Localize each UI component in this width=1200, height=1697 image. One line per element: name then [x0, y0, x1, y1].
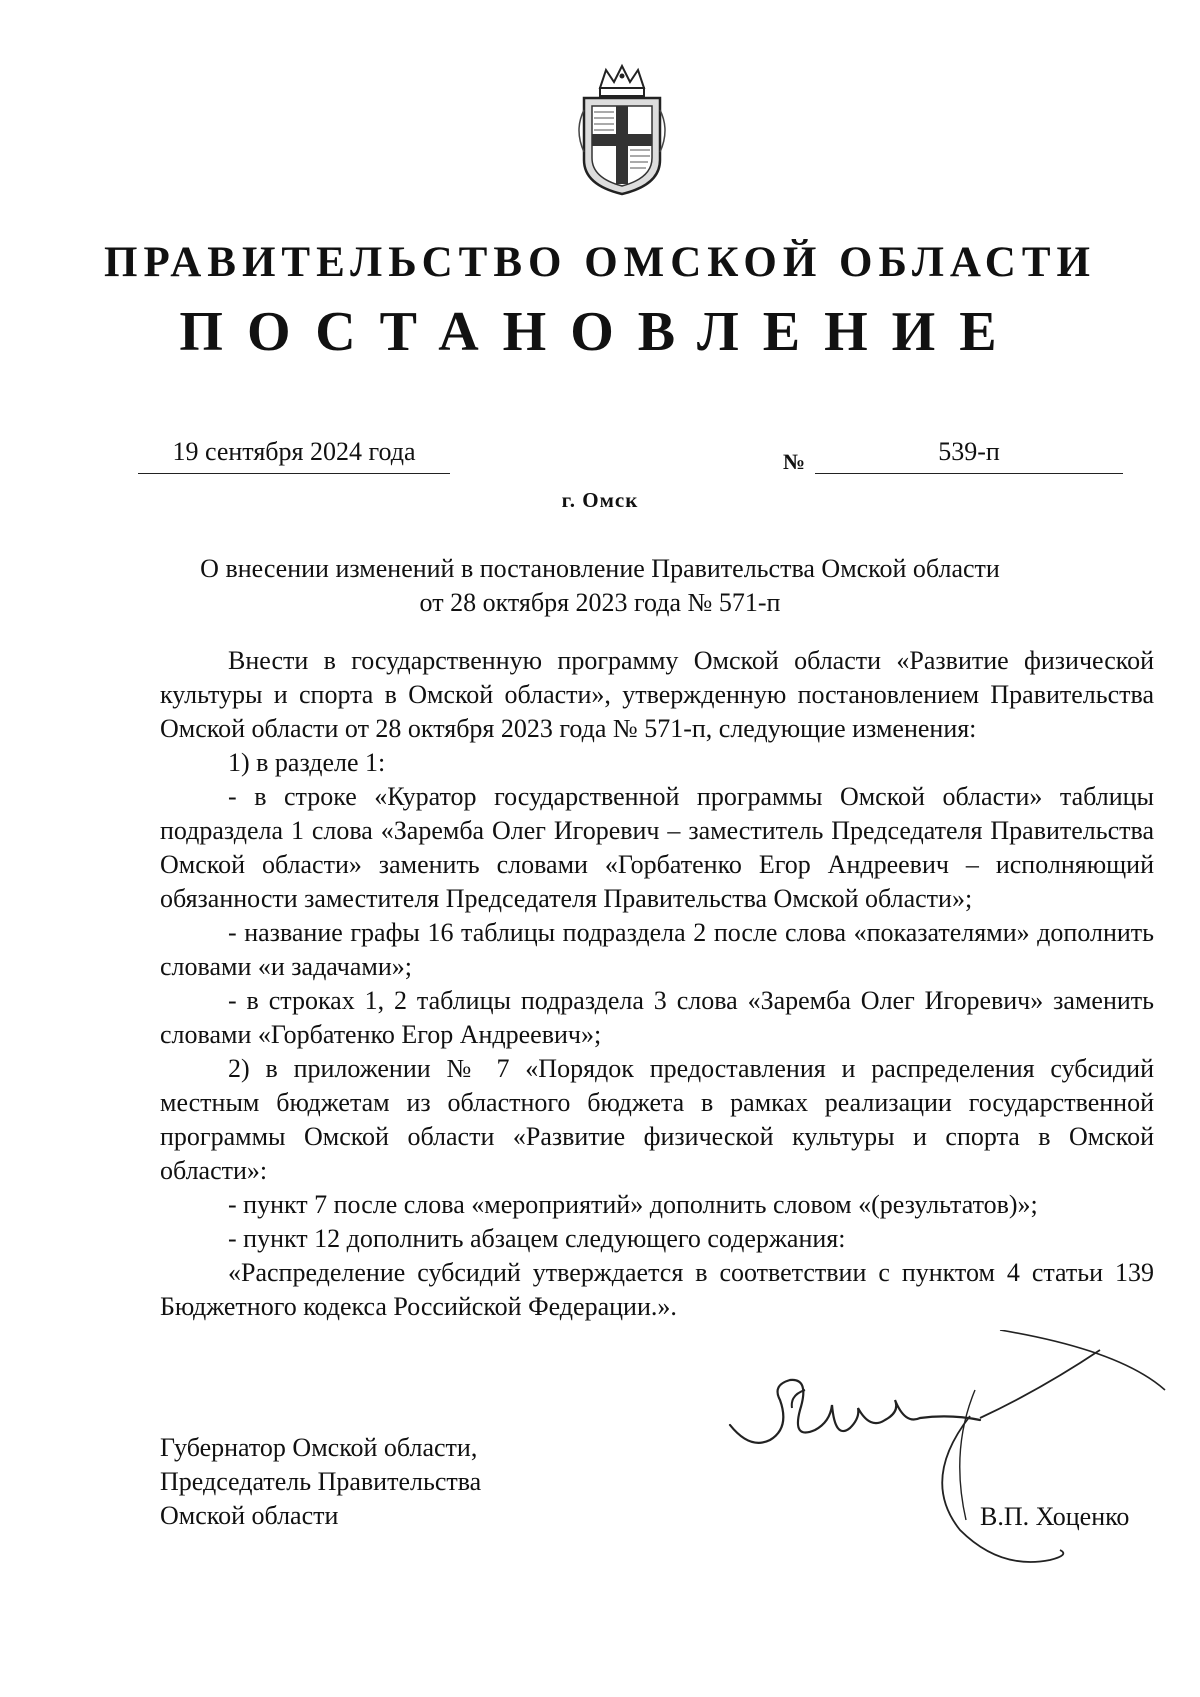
number-sign: №	[783, 449, 806, 474]
subject-line-2: от 28 октября 2023 года № 571-п	[419, 588, 781, 617]
body-paragraph: 2) в приложении № 7 «Порядок предоставления и распределения субсидий местным бюджетам из областного бюджета в рамках реализации государственной программы Омской области «Развитие физической культуры и спорта в Омской области»:	[160, 1054, 1154, 1185]
body-paragraph: Внести в государственную программу Омской области «Развитие физической культуры и спорта в Омской области», утвержденную постановлением Правительства Омской области от 28 октября 2023 года № 571-п, следующие изменения:	[160, 646, 1154, 743]
body-paragraph: «Распределение субсидий утверждается в соответствии с пунктом 4 статьи 139 Бюджетного кодекса Российской Федерации.».	[160, 1258, 1154, 1321]
body-paragraph: - в строке «Куратор государственной программы Омской области» таблицы подраздела 1 слова «Заремба Олег Игоревич – заместитель Председателя Правительства Омской области» заменить словами «Горбатенко Егор Андреевич – исполняющий обязанности заместителя Председателя Правительства Омской области»;	[160, 782, 1154, 913]
document-body	[160, 644, 1154, 1324]
document-number: 539-п	[815, 437, 1123, 474]
document-type-title: ПОСТАНОВЛЕНИЕ	[179, 301, 1021, 363]
signer-title	[160, 1431, 481, 1533]
body-paragraph: - название графы 16 таблицы подраздела 2 после слова «показателями» дополнить словами «и задачами»;	[160, 918, 1154, 981]
body-paragraph: - пункт 7 после слова «мероприятий» дополнить словом «(результатов)»;	[228, 1190, 1038, 1219]
signer-name: В.П. Хоценко	[980, 1502, 1130, 1531]
handwritten-signature-icon	[720, 1330, 1180, 1610]
body-paragraph: 1) в разделе 1:	[228, 748, 386, 777]
signer-title-line-3: Омской области	[160, 1501, 339, 1530]
body-paragraph: - в строках 1, 2 таблицы подраздела 3 слова «Заремба Олег Игоревич» заменить словами «Горбатенко Егор Андреевич»;	[160, 986, 1154, 1049]
subject-line-1: О внесении изменений в постановление Правительства Омской области	[200, 554, 1000, 583]
signer-title-line-2: Председатель Правительства	[160, 1467, 482, 1496]
signer-title-line-1: Губернатор Омской области,	[160, 1433, 478, 1462]
city: г. Омск	[561, 488, 639, 512]
body-paragraph: - пункт 12 дополнить абзацем следующего содержания:	[228, 1224, 846, 1253]
document-date: 19 сентября 2024 года	[138, 437, 450, 474]
omsk-oblast-coat-of-arms-icon	[562, 60, 682, 200]
government-title: ПРАВИТЕЛЬСТВО ОМСКОЙ ОБЛАСТИ	[104, 239, 1096, 286]
document-subject	[200, 552, 1000, 620]
